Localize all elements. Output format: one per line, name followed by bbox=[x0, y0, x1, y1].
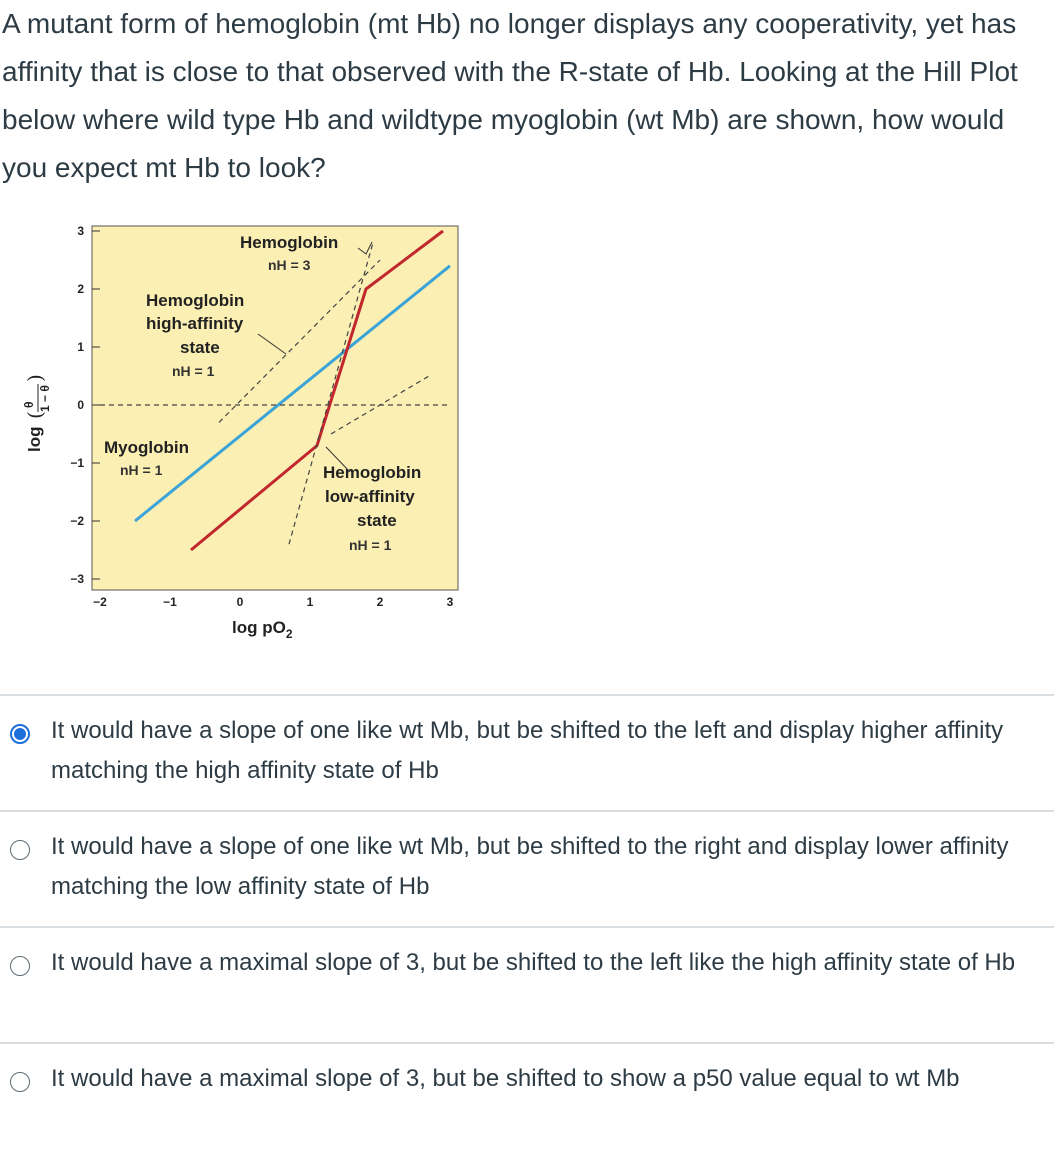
x-tick-label: −2 bbox=[93, 595, 107, 609]
answer-text-3: It would have a maximal slope of 3, but be shifted to the left like the high affinity state of Hb bbox=[51, 949, 1016, 976]
hemoglobin-label: Hemoglobin bbox=[240, 233, 339, 252]
myoglobin-label: Myoglobin bbox=[104, 438, 189, 457]
y-tick-label: 0 bbox=[77, 398, 84, 412]
question-text: A mutant form of hemoglobin (mt Hb) no longer displays any cooperativity, yet has affinity that is close to that observed with the R-state of Hb. Looking at the Hill Plot below where wild type Hb and wildtype myoglobin (wt Mb) are shown, how would you expect mt Hb to look? bbox=[2, 8, 1018, 183]
answer-radio-4[interactable] bbox=[10, 1072, 30, 1092]
answer-option-1[interactable] bbox=[0, 696, 1054, 810]
low-affinity-label-3: state bbox=[357, 511, 397, 530]
answer-radio-3[interactable] bbox=[10, 956, 30, 976]
answer-text-1: It would have a slope of one like wt Mb, but be shifted to the left and display higher affinity matching the high affinity state of Hb bbox=[51, 717, 1004, 784]
svg-text:(: ( bbox=[23, 411, 47, 419]
y-tick-label: −3 bbox=[70, 572, 84, 586]
hemoglobin-nh-label: nH = 3 bbox=[268, 257, 311, 273]
y-tick-label: 1 bbox=[77, 340, 84, 354]
y-tick-label: −2 bbox=[70, 514, 84, 528]
low-affinity-nh-label: nH = 1 bbox=[349, 537, 392, 553]
high-affinity-label-3: state bbox=[180, 338, 220, 357]
myoglobin-nh-label: nH = 1 bbox=[120, 462, 163, 478]
svg-text:): ) bbox=[23, 374, 47, 382]
answer-text-2: It would have a slope of one like wt Mb, but be shifted to the right and display lower affinity matching the low affinity state of Hb bbox=[51, 833, 1009, 900]
answer-radio-1[interactable] bbox=[10, 724, 30, 744]
y-tick-label: 3 bbox=[77, 224, 84, 238]
x-tick-label: 3 bbox=[446, 595, 454, 609]
x-axis-label: $\log pO_2$ bbox=[232, 618, 293, 641]
y-axis-label bbox=[22, 374, 52, 452]
low-affinity-label-2: low-affinity bbox=[325, 487, 415, 506]
high-affinity-nh-label: nH = 1 bbox=[172, 363, 215, 379]
answer-option-3[interactable] bbox=[0, 928, 1054, 1042]
answer-radio-2[interactable] bbox=[10, 840, 30, 860]
x-tick-label: 2 bbox=[376, 595, 384, 609]
hill-plot-figure bbox=[0, 212, 470, 652]
y-tick-label: 2 bbox=[77, 282, 84, 296]
hill-plot-chart bbox=[0, 212, 470, 652]
answer-text-4: It would have a maximal slope of 3, but be shifted to show a p50 value equal to wt Mb bbox=[51, 1065, 960, 1092]
x-tick-label: 0 bbox=[236, 595, 244, 609]
svg-text:θ: θ bbox=[22, 401, 36, 408]
svg-text:1 − θ: 1 − θ bbox=[38, 385, 52, 412]
low-affinity-label-1: Hemoglobin bbox=[323, 463, 422, 482]
high-affinity-label-1: Hemoglobin bbox=[146, 291, 245, 310]
svg-text:log: log bbox=[25, 426, 44, 452]
answer-option-4[interactable] bbox=[0, 1044, 1054, 1158]
answer-option-2[interactable] bbox=[0, 812, 1054, 926]
x-tick-label: −1 bbox=[163, 595, 177, 609]
y-tick-label: −1 bbox=[70, 456, 84, 470]
high-affinity-label-2: high-affinity bbox=[146, 314, 244, 333]
x-tick-label: 1 bbox=[306, 595, 314, 609]
